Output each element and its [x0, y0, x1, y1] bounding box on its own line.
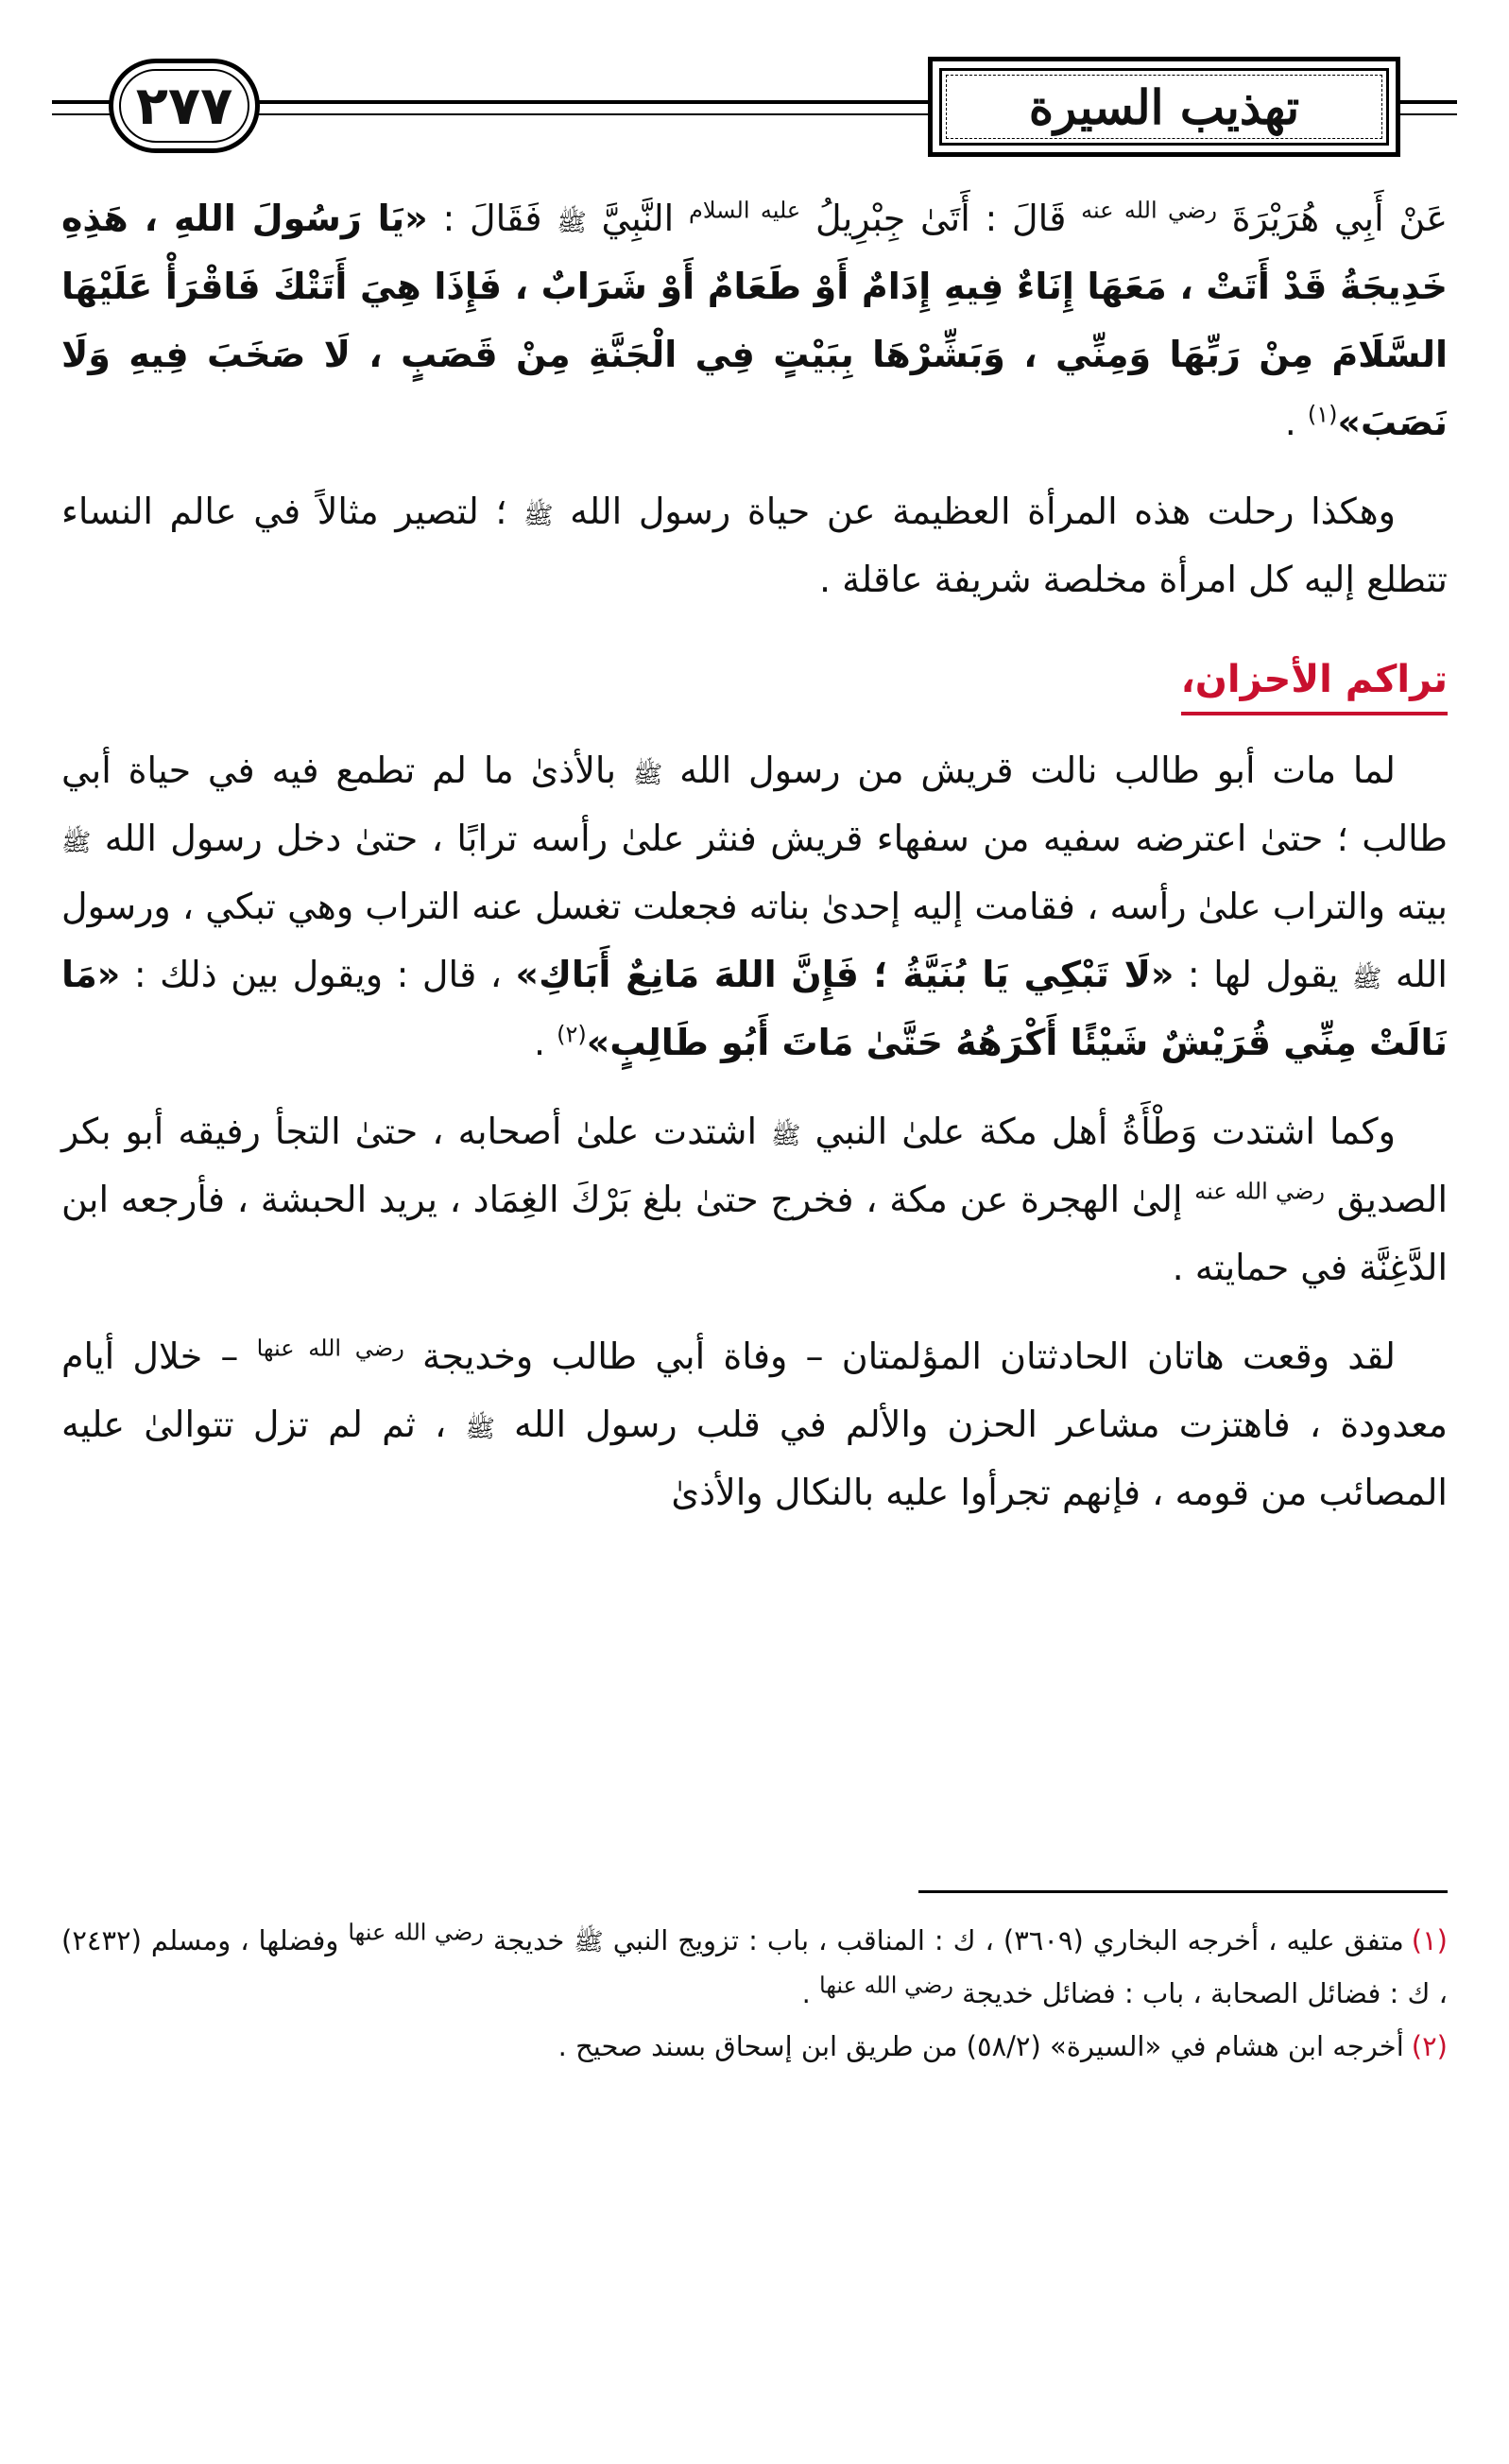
footnotes — [61, 1914, 1448, 2073]
text-run: وهكذا رحلت هذه المرأة العظيمة عن حياة رسول الله — [553, 491, 1396, 532]
footnote-separator — [918, 1890, 1448, 1893]
paragraph-abu-talib — [61, 736, 1448, 1077]
footnote-2 — [61, 2020, 1448, 2073]
page-number: ٢٧٧ — [135, 75, 233, 137]
hadith-quote: «يَا رَسُولَ اللهِ ، هَذِهِ خَدِيجَةُ قَدْ أَتَتْ ، مَعَهَا إِنَاءٌ فِيهِ إِدَامٌ أَوْ طَعَامٌ أَوْ شَرَابٌ ، فَإِذَا هِيَ أَتَتْكَ فَاقْرَأْ عَلَيْهَا السَّلَامَ مِنْ رَبِّهَا وَمِنِّي ، وَبَشِّرْهَا بِبَيْتٍ فِي الْجَنَّةِ مِنْ قَصَبٍ ، لَا صَخَبَ فِيهِ وَلَا نَصَبَ» — [61, 198, 1448, 443]
text-run: . — [533, 1022, 557, 1063]
honorific-glyph: رضي الله عنها — [348, 1919, 484, 1946]
text-run: فَقَالَ : — [427, 198, 557, 239]
honorific-glyph: ﷺ — [574, 1928, 604, 1956]
text-run: متفق عليه ، أخرجه البخاري (٣٦٠٩) ، ك : المناقب ، باب : تزويج النبي — [603, 1924, 1404, 1956]
text-run: بيته والتراب علىٰ رأسه ، فقامت إليه إحدىٰ بناته فجعلت تغسل عنه التراب وهي تبكي ، ورسول الله — [61, 886, 1448, 995]
footnote-1 — [61, 1914, 1448, 2020]
honorific-glyph: رضي الله عنه — [1081, 197, 1217, 224]
honorific-glyph: ﷺ — [771, 1122, 801, 1150]
section-heading: تراكم الأحزان، — [1181, 649, 1448, 715]
main-text — [61, 184, 1448, 1526]
honorific-glyph: ﷺ — [523, 502, 554, 530]
text-run: بالأذىٰ ما لم تطمع فيه في حياة أبي طالب ؛ حتىٰ اعترضه سفيه من سفهاء قريش فنثر علىٰ رأسه ترابًا ، حتىٰ دخل رسول الله — [61, 750, 1448, 859]
honorific-glyph: ﷺ — [61, 829, 92, 857]
book-title-frame — [928, 57, 1400, 157]
text-run: خديجة — [483, 1924, 574, 1956]
text-run: . — [1284, 402, 1308, 443]
honorific-glyph: رضي الله عنها — [819, 1972, 953, 1999]
footnote-ref[interactable]: (١) — [1307, 401, 1338, 428]
book-title: تهذيب السيرة — [1016, 79, 1312, 135]
text-run: ؛ لتصير مثالاً في عالم النساء تتطلع إليه كل امرأة مخلصة شريفة عاقلة . — [61, 491, 1448, 600]
page-header — [52, 57, 1457, 161]
text-run: وكما اشتدت وَطْأَةُ أهل مكة علىٰ النبي — [800, 1111, 1396, 1152]
text-run: ، ثم لم تزل تتوالىٰ عليه المصائب من قومه ، فإنهم تجرأوا عليه بالنكال والأذىٰ — [61, 1404, 1448, 1513]
footnote-number: (٢) — [1411, 2030, 1448, 2062]
paragraph-year-of-sorrow — [61, 1322, 1448, 1526]
text-run: قَالَ : أَتَىٰ جِبْرِيلُ — [800, 198, 1082, 239]
text-run: يقول لها : — [1174, 954, 1352, 995]
honorific-glyph: عليه السلام — [688, 197, 801, 224]
text-run: . — [801, 1977, 819, 2009]
honorific-glyph: ﷺ — [465, 1415, 495, 1443]
text-run: وفضلها ، ومسلم (٢٤٣٢) ، ك : فضائل الصحابة ، باب : فضائل خديجة — [61, 1924, 1448, 2009]
text-run: أخرجه ابن هشام في «السيرة» (٥٨/٢) من طريق ابن إسحاق بسند صحيح . — [557, 2030, 1404, 2062]
text-run: إلىٰ الهجرة عن مكة ، فخرج حتىٰ بلغ بَرْكَ الغِمَاد ، يريد الحبشة ، فأرجعه ابن الدَّغِنَّة في حمايته . — [61, 1179, 1448, 1288]
paragraph-summary — [61, 477, 1448, 613]
honorific-glyph: ﷺ — [557, 209, 587, 237]
hadith-quote: «مَا نَالَتْ مِنِّي قُرَيْشٌ شَيْئًا أَكْرَهُهُ حَتَّىٰ مَاتَ أَبُو طَالِبٍ» — [61, 954, 1448, 1063]
text-run: ، قال : ويقول بين ذلك : — [120, 954, 516, 995]
paragraph-hadith-khadija — [61, 184, 1448, 457]
page-number-badge — [109, 59, 260, 153]
hadith-quote: «لَا تَبْكِي يَا بُنَيَّةُ ؛ فَإِنَّ اللهَ مَانِعٌ أَبَاكِ» — [515, 954, 1175, 995]
footnote-number: (١) — [1411, 1924, 1448, 1956]
paragraph-abu-bakr — [61, 1097, 1448, 1301]
text-run: اشتدت علىٰ أصحابه ، حتىٰ التجأ رفيقه أبو بكر الصديق — [61, 1111, 1449, 1220]
text-run: النَّبِيَّ — [586, 198, 689, 239]
honorific-glyph: ﷺ — [1351, 965, 1382, 993]
text-run: عَنْ أَبِي هُرَيْرَةَ — [1216, 198, 1449, 239]
honorific-glyph: رضي الله عنها — [256, 1335, 404, 1362]
honorific-glyph: ﷺ — [632, 761, 663, 789]
text-run: – خلال أيام معدودة ، فاهتزت مشاعر الحزن والألم في قلب رسول الله — [61, 1335, 1449, 1445]
text-run: لقد وقعت هاتان الحادثتان المؤلمتان – وفاة أبي طالب وخديجة — [403, 1335, 1396, 1377]
honorific-glyph: رضي الله عنه — [1194, 1178, 1325, 1205]
section-heading-wrap — [61, 613, 1448, 736]
text-run: لما مات أبو طالب نالت قريش من رسول الله — [662, 750, 1396, 791]
footnote-ref[interactable]: (٢) — [557, 1021, 587, 1048]
